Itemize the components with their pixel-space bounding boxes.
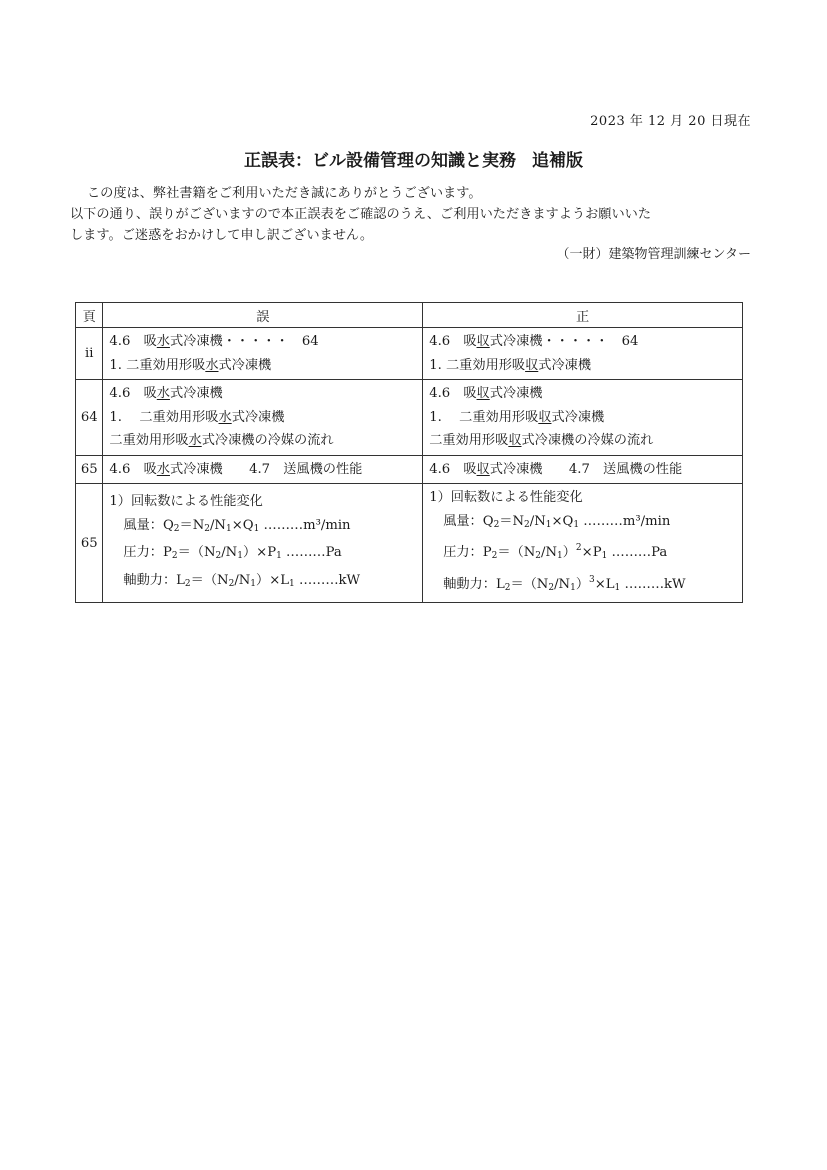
wrong-line: 4.6 吸水式冷凍機 4.7 送風機の性能 [109,461,363,477]
title-main: 正誤表：ビル設備管理の知識と実務 [244,151,516,171]
document-title [0,146,827,171]
right-cell [423,328,743,380]
corrected-char: 収 [508,433,522,448]
wrong-line: 二重効用形吸水式冷凍機の冷媒の流れ [109,433,334,448]
pressure-formula: 圧力：$P_2=(N_2/N_1)^2\times P_1$ ………Pa [443,543,668,561]
corrected-char: 水 [156,386,170,401]
wrong-line: 4.6 吸水式冷凍機・・・・・ 64 [109,334,319,349]
right-cell [423,484,743,603]
wrong-line: 4.6 吸水式冷凍機 [109,386,223,401]
power-formula: 軸動力：$L_2=(N_2/N_1)^3\times L_1$ ………kW [443,574,686,593]
wrong-cell [103,455,423,484]
power-formula: 軸動力：$L_2=(N_2/N_1)\times L_1$ ………kW [123,572,361,589]
corrected-char: 収 [476,334,490,349]
header-page: 頁 [76,303,103,328]
intro-line-1: この度は、弊社書籍をご利用いただき誠にありがとうございます。 [87,186,482,201]
table-row [76,328,743,380]
right-line: 1. 二重効用形吸収式冷凍機 [429,357,592,373]
table-row [76,380,743,456]
row-page: 65 [76,455,103,484]
title-suffix: 追補版 [532,151,583,171]
row-page: 65 [76,484,103,603]
formula-heading: 1）回転数による性能変化 [109,494,263,509]
corrected-char: 水 [218,409,232,425]
pressure-formula: 圧力：$P_2=(N_2/N_1)\times P_1$ ………Pa [123,545,342,561]
formula-heading: 1）回転数による性能変化 [429,490,583,505]
right-line: 4.6 吸収式冷凍機 [429,386,543,401]
corrected-char: 収 [538,409,552,425]
row-page: 64 [76,380,103,456]
intro-line-3: します。ご迷惑をおかけして申し訳ございません。 [70,228,374,243]
wrong-cell [103,380,423,456]
errata-table [75,302,743,603]
right-cell [423,380,743,456]
corrected-char: 水 [156,461,170,477]
airflow-formula: 風量：$Q_2=N_2/N_1\times Q_1$ ………m³/min [123,517,351,534]
wrong-line: 1. 二重効用形吸水式冷凍機 [109,357,272,373]
right-cell [423,455,743,484]
wrong-cell [103,484,423,603]
wrong-cell [103,328,423,380]
header-wrong: 誤 [103,303,423,328]
right-line: 1. 二重効用形吸収式冷凍機 [429,409,605,425]
intro-paragraph [70,183,760,246]
corrected-char: 収 [476,461,490,477]
table-row [76,455,743,484]
wrong-line: 1. 二重効用形吸水式冷凍機 [109,409,285,425]
row-page: ⅱ [76,328,103,380]
right-line: 二重効用形吸収式冷凍機の冷媒の流れ [429,433,654,448]
table-row-formulas [76,484,743,603]
corrected-char: 収 [525,357,539,373]
corrected-char: 水 [205,357,219,373]
airflow-formula: 風量：$Q_2=N_2/N_1\times Q_1$ ………m³/min [443,513,671,530]
intro-line-2: 以下の通り、誤りがございますので本正誤表をご確認のうえ、ご利用いただきますようお願いいた [70,207,652,222]
organization-name: （一財）建築物管理訓練センター [556,247,751,262]
corrected-char: 収 [476,386,490,401]
errata-body [76,328,743,603]
table-header-row [76,303,743,328]
corrected-char: 水 [156,334,170,349]
header-right: 正 [423,303,743,328]
corrected-char: 水 [188,433,202,448]
right-line: 4.6 吸収式冷凍機・・・・・ 64 [429,334,639,349]
right-line: 4.6 吸収式冷凍機 4.7 送風機の性能 [429,461,683,477]
document-date: 2023 年 12 月 20 日現在 [590,114,751,129]
